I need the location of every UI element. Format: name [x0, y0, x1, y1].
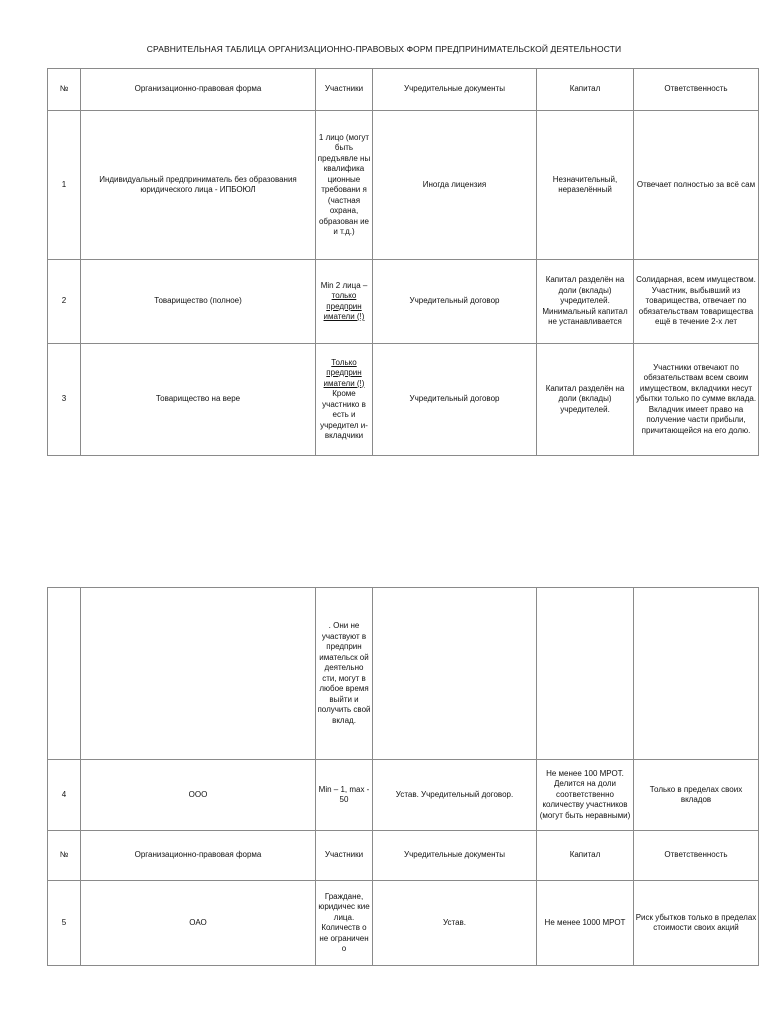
row-liability: [634, 588, 759, 760]
row-documents: Иногда лицензия: [373, 111, 537, 260]
row-form: Товарищество (полное): [81, 260, 316, 344]
row-num: 4: [48, 760, 81, 831]
row-liability: Только в пределах своих вкладов: [634, 760, 759, 831]
participants-text: Min 2 лица –: [320, 280, 368, 290]
row-documents: [373, 588, 537, 760]
row-capital: [537, 588, 634, 760]
row-form: ОАО: [81, 881, 316, 966]
row-participants: 1 лицо (могут быть предъявле ны квалифика ционные требовани я (частная охрана, образован ие и т.д.): [316, 111, 373, 260]
header-participants: Участники: [316, 69, 373, 111]
row-capital: Незначительный, неразелённый: [537, 111, 634, 260]
table-row: [48, 881, 759, 966]
row-form: Индивидуальный предприниматель без образования юридического лица - ИПБОЮЛ: [81, 111, 316, 260]
header-num: №: [48, 831, 81, 881]
header-form: Организационно-правовая форма: [81, 69, 316, 111]
row-participants: [316, 260, 373, 344]
row-capital: Капитал разделён на доли (вклады) учредителей.: [537, 344, 634, 456]
header-liability: Ответственность: [634, 69, 759, 111]
row-num: 5: [48, 881, 81, 966]
row-num: 1: [48, 111, 81, 260]
comparison-table-top: [47, 68, 759, 456]
header-row: [48, 831, 759, 881]
table-row: [48, 260, 759, 344]
header-form: Организационно-правовая форма: [81, 831, 316, 881]
page-title: СРАВНИТЕЛЬНАЯ ТАБЛИЦА ОРГАНИЗАЦИОННО-ПРАВОВЫХ ФОРМ ПРЕДПРИНИМАТЕЛЬСКОЙ ДЕЯТЕЛЬНОСТИ: [146, 44, 622, 54]
row-documents: Устав. Учредительный договор.: [373, 760, 537, 831]
header-capital: Капитал: [537, 831, 634, 881]
header-documents: Учредительные документы: [373, 69, 537, 111]
row-liability: Солидарная, всем имуществом. Участник, выбывший из товарищества, отвечает по обязательствам товарищества ещё в течение 2-х лет: [634, 260, 759, 344]
row-participants: Min – 1, max - 50: [316, 760, 373, 831]
row-num: 2: [48, 260, 81, 344]
header-num: №: [48, 69, 81, 111]
row-capital: Не менее 1000 МРОТ: [537, 881, 634, 966]
row-form: ООО: [81, 760, 316, 831]
row-form: [81, 588, 316, 760]
row-capital: Не менее 100 МРОТ. Делится на доли соответственно количеству участников (могут быть неравными): [537, 760, 634, 831]
row-liability: Отвечает полностью за всё сам: [634, 111, 759, 260]
row-participants: Граждане, юридичес кие лица. Количеств о не ограничен о: [316, 881, 373, 966]
table-row: [48, 760, 759, 831]
row-num: 3: [48, 344, 81, 456]
table-row: [48, 344, 759, 456]
table-row: [48, 588, 759, 760]
row-liability: Риск убытков только в пределах стоимости своих акций: [634, 881, 759, 966]
row-documents: Учредительный договор: [373, 260, 537, 344]
header-documents: Учредительные документы: [373, 831, 537, 881]
header-participants: Участники: [316, 831, 373, 881]
row-form: Товарищество на вере: [81, 344, 316, 456]
comparison-table-bottom: [47, 587, 759, 966]
header-row: [48, 69, 759, 111]
row-documents: Учредительный договор: [373, 344, 537, 456]
row-participants: [316, 344, 373, 456]
participants-text: Кроме участнико в есть и учредител и-вкладчики: [320, 389, 368, 440]
participants-underlined: Только предприн иматели (!): [323, 357, 365, 388]
participants-underlined: только предприн иматели (!): [323, 291, 365, 321]
table-row: [48, 111, 759, 260]
row-documents: Устав.: [373, 881, 537, 966]
row-liability: Участники отвечают по обязательствам всем своим имуществом, вкладчики несут убытки только по сумме вклада. Вкладчик имеет право на получение части прибыли, причитающейся на его долю.: [634, 344, 759, 456]
header-liability: Ответственность: [634, 831, 759, 881]
row-participants: . Они не участвуют в предприн имательск ой деятельно сти, могут в любое время выйти и получить свой вклад.: [316, 588, 373, 760]
row-num: [48, 588, 81, 760]
row-capital: Капитал разделён на доли (вклады) учредителей. Минимальный капитал не устанавливается: [537, 260, 634, 344]
header-capital: Капитал: [537, 69, 634, 111]
